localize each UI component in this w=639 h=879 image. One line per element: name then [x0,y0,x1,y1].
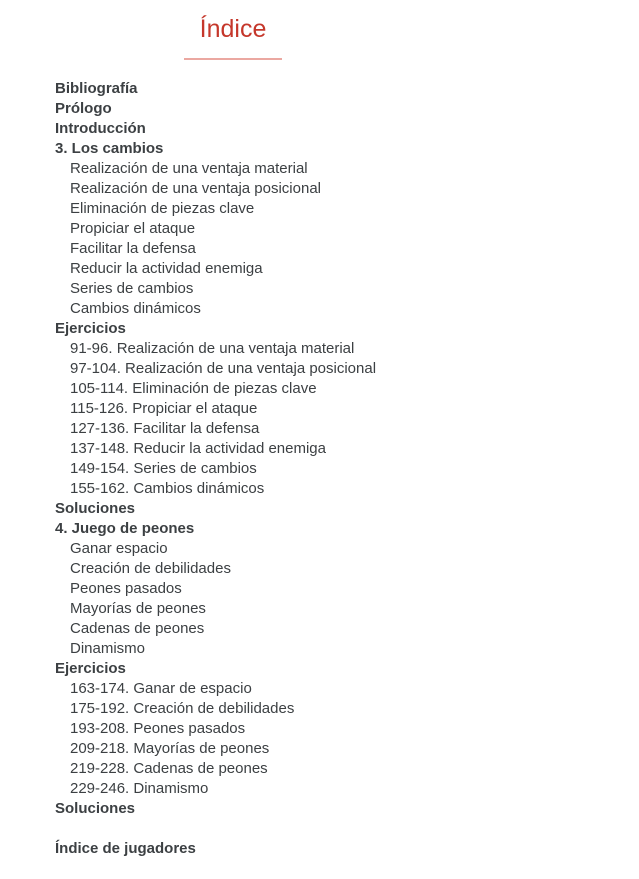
toc-entry[interactable]: 97-104. Realización de una ventaja posicional [70,360,377,377]
title-underline [184,58,282,60]
toc-entry[interactable]: 209-218. Mayorías de peones [70,740,270,757]
toc-entry[interactable]: Realización de una ventaja material [70,160,308,177]
toc-entry[interactable]: Introducción [55,120,146,137]
toc-entry[interactable]: Reducir la actividad enemiga [70,260,263,277]
toc-entry[interactable]: Cadenas de peones [70,620,205,637]
toc-entry[interactable]: Prólogo [55,100,112,117]
toc-entry[interactable]: Creación de debilidades [70,560,231,577]
toc-entry[interactable]: Índice de jugadores [55,840,196,857]
toc-entry[interactable]: 115-126. Propiciar el ataque [70,400,258,417]
toc-entry[interactable]: Soluciones [55,800,136,817]
toc-entry[interactable]: Dinamismo [70,640,146,657]
toc-entry[interactable]: Ejercicios [55,320,126,337]
toc-entry[interactable]: 3. Los cambios [55,140,164,157]
toc-entry[interactable]: Ganar espacio [70,540,168,557]
toc-entry[interactable]: 105-114. Eliminación de piezas clave [70,380,317,397]
toc-entry[interactable]: 149-154. Series de cambios [70,460,257,477]
toc-entry[interactable]: Series de cambios [70,280,194,297]
toc-entry[interactable]: Soluciones [55,500,136,517]
toc-entry[interactable]: Bibliografía [55,80,138,97]
toc-entry[interactable]: Realización de una ventaja posicional [70,180,322,197]
toc-entry[interactable]: Cambios dinámicos [70,300,201,317]
toc-entry[interactable]: Eliminación de piezas clave [70,200,255,217]
toc-entry[interactable]: 137-148. Reducir la actividad enemiga [70,440,326,457]
toc-entry[interactable]: 175-192. Creación de debilidades [70,700,295,717]
toc-spacer [55,819,639,839]
toc-entry[interactable]: Propiciar el ataque [70,220,196,237]
toc-entry[interactable]: 127-136. Facilitar la defensa [70,420,260,437]
toc-entry[interactable]: Ejercicios [55,660,126,677]
toc-entry[interactable]: 219-228. Cadenas de peones [70,760,268,777]
toc-header [0,0,466,60]
toc-entry[interactable]: Facilitar la defensa [70,240,196,257]
toc-entry[interactable]: 193-208. Peones pasados [70,720,246,737]
toc-entry[interactable]: 163-174. Ganar de espacio [70,680,252,697]
toc-list [0,79,639,859]
toc-entry[interactable]: 155-162. Cambios dinámicos [70,480,265,497]
toc-entry[interactable]: 4. Juego de peones [55,520,195,537]
toc-entry[interactable]: Mayorías de peones [70,600,206,617]
page-title: Índice [199,15,267,43]
toc-entry[interactable]: 91-96. Realización de una ventaja material [70,340,355,357]
toc-entry[interactable]: 229-246. Dinamismo [70,780,209,797]
toc-entry[interactable]: Peones pasados [70,580,182,597]
